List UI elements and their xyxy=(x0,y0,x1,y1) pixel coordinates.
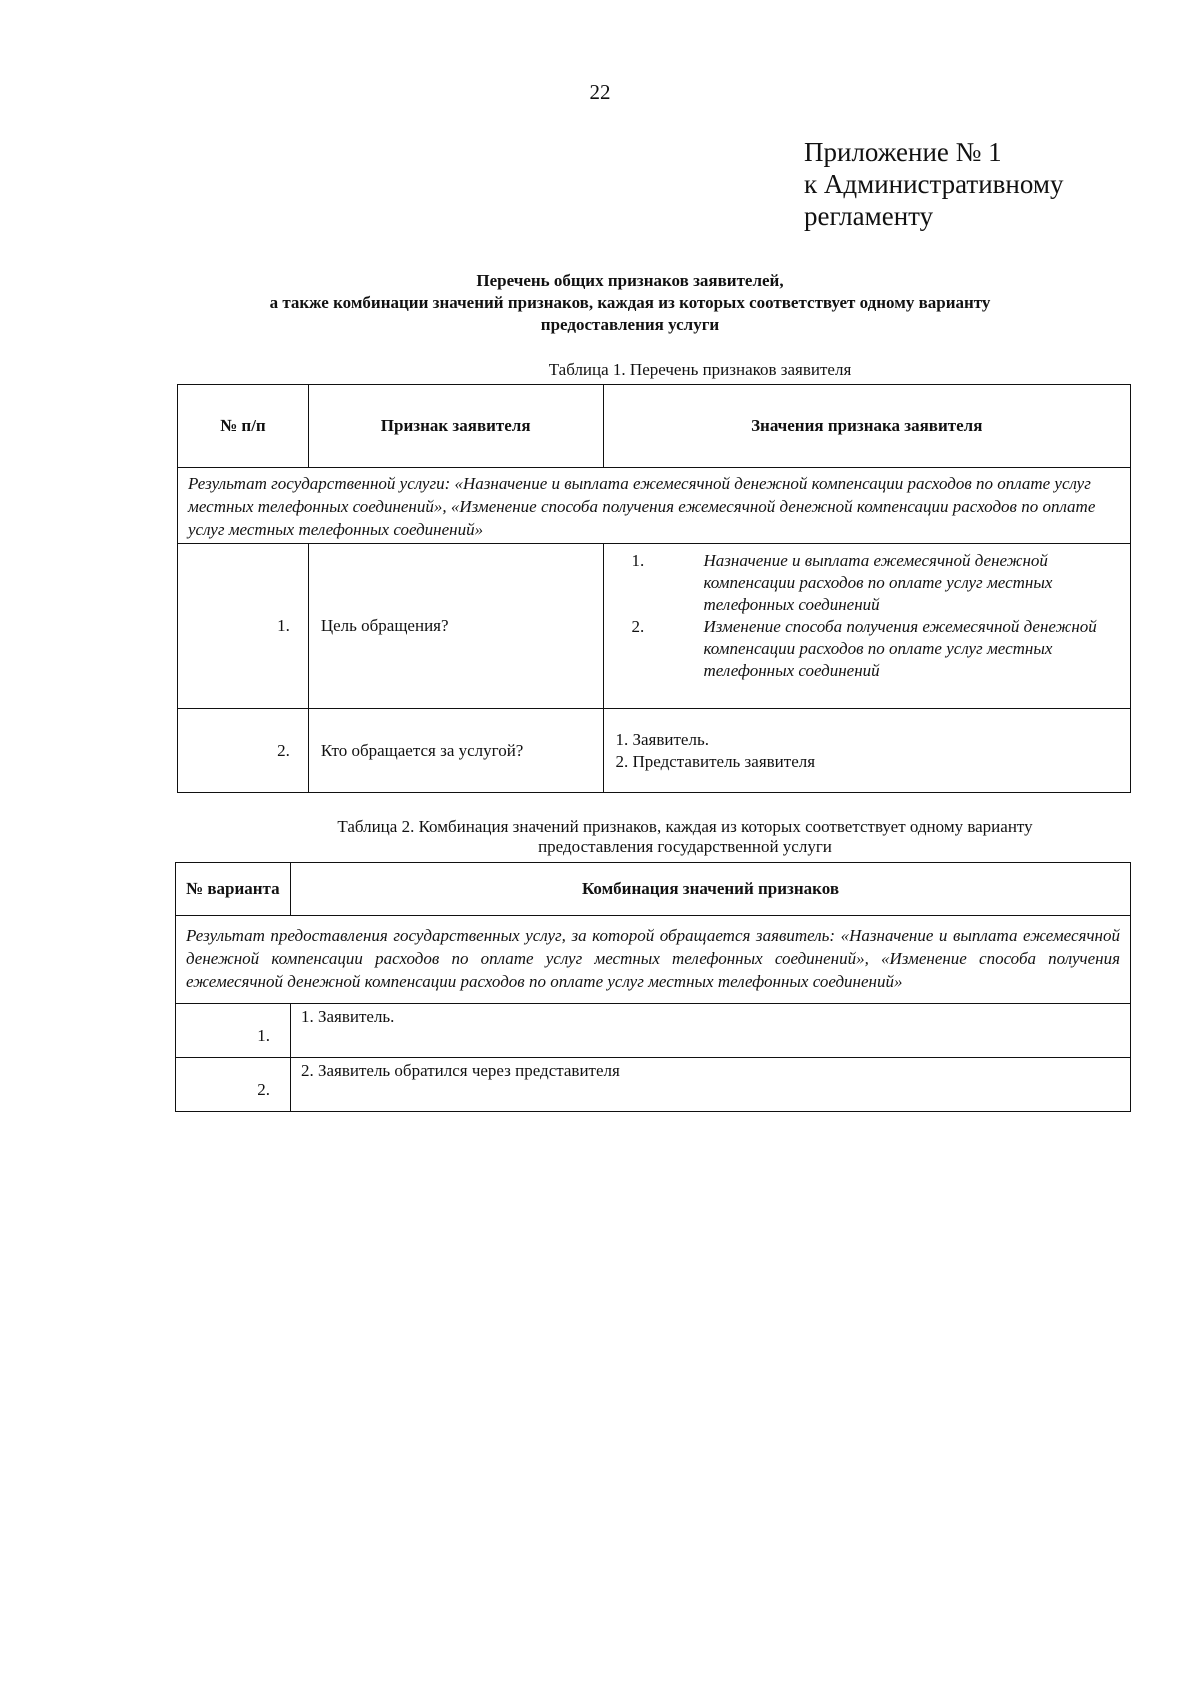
list-item-number: 1. xyxy=(631,551,645,570)
list-item xyxy=(616,616,1119,682)
table2-result-row xyxy=(176,916,1131,1004)
header-values: Значения признака заявителя xyxy=(603,385,1131,468)
row-feature: Цель обращения? xyxy=(308,544,603,709)
header-variant-num: № варианта xyxy=(176,863,291,916)
table2-caption-line-2: предоставления государственной услуги xyxy=(538,837,832,856)
list-item: 2. Представитель заявителя xyxy=(615,751,816,771)
row-number: 1. xyxy=(178,544,309,709)
table2-result-text: Результат предоставления государственных услуг, за которой обращается заявитель: «Назначение и выплата ежемесячной денежной компенсации расходов по оплате услуг местных телефонных соединений», «Изменение способа получения ежемесячной денежной компенсации расходов по оплате услуг местных телефонных соединений» xyxy=(176,916,1131,1004)
appendix-line-1: Приложение № 1 xyxy=(804,137,1002,167)
list-item-number: 2. xyxy=(631,617,645,636)
table-row xyxy=(176,1004,1131,1058)
title-line-1: Перечень общих признаков заявителей, xyxy=(476,271,784,290)
list-item: 1. Заявитель. xyxy=(615,729,709,749)
list-item xyxy=(616,550,1119,616)
document-title xyxy=(180,270,1080,336)
row-values xyxy=(603,709,1131,793)
appendix-line-2: к Административному xyxy=(804,169,1064,199)
table-row xyxy=(178,709,1131,793)
table2-caption xyxy=(250,817,1120,857)
table2-caption-line-1: Таблица 2. Комбинация значений признаков, каждая из которых соответствует одному варианту xyxy=(337,817,1033,836)
variant-number: 2. xyxy=(176,1058,291,1112)
variant-combination: 2. Заявитель обратился через представителя xyxy=(290,1058,1130,1112)
table-row xyxy=(176,1058,1131,1112)
page-number: 22 xyxy=(589,80,611,104)
header-combination: Комбинация значений признаков xyxy=(290,863,1130,916)
appendix-header xyxy=(804,136,1164,232)
table1-header-row xyxy=(178,385,1131,468)
features-table xyxy=(177,384,1131,793)
row-feature: Кто обращается за услугой? xyxy=(308,709,603,793)
values-list xyxy=(604,721,1131,781)
appendix-line-3: регламенту xyxy=(804,201,934,231)
combinations-table xyxy=(175,862,1131,1112)
row-values xyxy=(603,544,1131,709)
variant-combination: 1. Заявитель. xyxy=(290,1004,1130,1058)
table2-header-row xyxy=(176,863,1131,916)
header-feature: Признак заявителя xyxy=(308,385,603,468)
title-line-2: а также комбинации значений признаков, каждая из которых соответствует одному варианту xyxy=(269,293,991,312)
row-number: 2. xyxy=(178,709,309,793)
list-item-text: Изменение способа получения ежемесячной денежной компенсации расходов по оплате услуг местных телефонных соединений xyxy=(703,617,1097,680)
table-row xyxy=(178,544,1131,709)
table1-result-row xyxy=(178,468,1131,544)
values-list xyxy=(604,544,1131,690)
table1-result-text: Результат государственной услуги: «Назначение и выплата ежемесячной денежной компенсации расходов по оплате услуг местных телефонных соединений», «Изменение способа получения ежемесячной денежной компенсации расходов по оплате услуг местных телефонных соединений» xyxy=(178,468,1131,544)
title-line-3: предоставления услуги xyxy=(540,315,720,334)
table1-caption: Таблица 1. Перечень признаков заявителя xyxy=(548,360,852,379)
list-item-text: Назначение и выплата ежемесячной денежной компенсации расходов по оплате услуг местных телефонных соединений xyxy=(703,551,1053,614)
variant-number: 1. xyxy=(176,1004,291,1058)
header-num: № п/п xyxy=(178,385,309,468)
